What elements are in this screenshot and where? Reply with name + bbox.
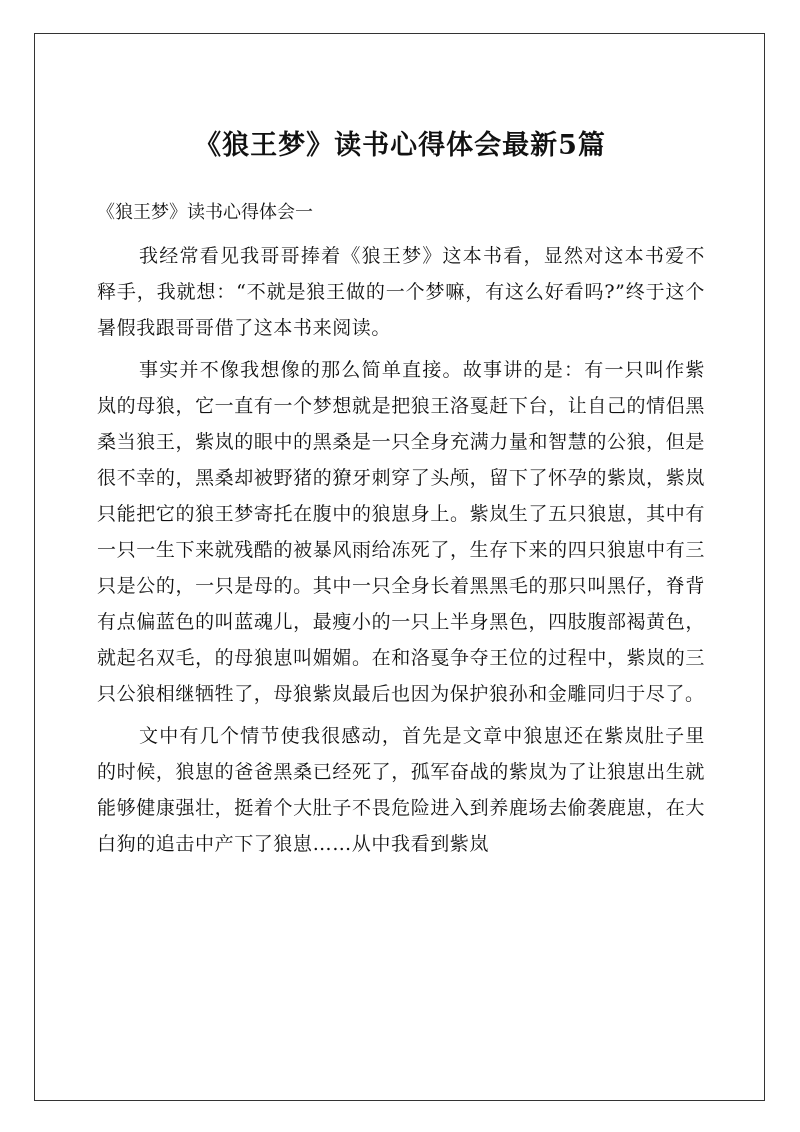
paragraph-2: 事实并不像我想像的那么简单直接。故事讲的是：有一只叫作紫岚的母狼，它一直有一个梦想就是把狼王洛戛赶下台，让自己的情侣黑桑当狼王，紫岚的眼中的黑桑是一只全身充满力量和智慧的公狼，但是很不幸的，黑桑却被野猪的獠牙刺穿了头颅，留下了怀孕的紫岚，紫岚只能把它的狼王梦寄托在腹中的狼崽身上。紫岚生了五只狼崽，其中有一只一生下来就残酷的被暴风雨给冻死了，生存下来的四只狼崽中有三只是公的，一只是母的。其中一只全身长着黑黑毛的那只叫黑仔，脊背有点偏蓝色的叫蓝魂儿，最瘦小的一只上半身黑色，四肢腹部褐黄色，就起名双毛，的母狼崽叫媚媚。在和洛戛争夺王位的过程中，紫岚的三只公狼相继牺牲了，母狼紫岚最后也因为保护狼孙和金雕同归于尽了。: [97, 359, 705, 705]
paragraph-1: 我经常看见我哥哥捧着《狼王梦》这本书看，显然对这本书爱不释手，我就想：“不就是狼王做的一个梦嘛，有这么好看吗?”终于这个暑假我跟哥哥借了这本书来阅读。: [97, 245, 705, 339]
paragraph-3: 文中有几个情节使我很感动，首先是文章中狼崽还在紫岚肚子里的时候，狼崽的爸爸黑桑已经死了，孤军奋战的紫岚为了让狼崽出生就能够健康强壮，挺着个大肚子不畏危险进入到养鹿场去偷袭鹿崽，在大白狗的追击中产下了狼崽……从中我看到紫岚: [97, 725, 705, 855]
document-body: [97, 238, 705, 868]
document-title: 《狼王梦》读书心得体会最新5篇: [194, 130, 606, 161]
section-heading: 《狼王梦》读书心得体会一: [97, 202, 313, 223]
